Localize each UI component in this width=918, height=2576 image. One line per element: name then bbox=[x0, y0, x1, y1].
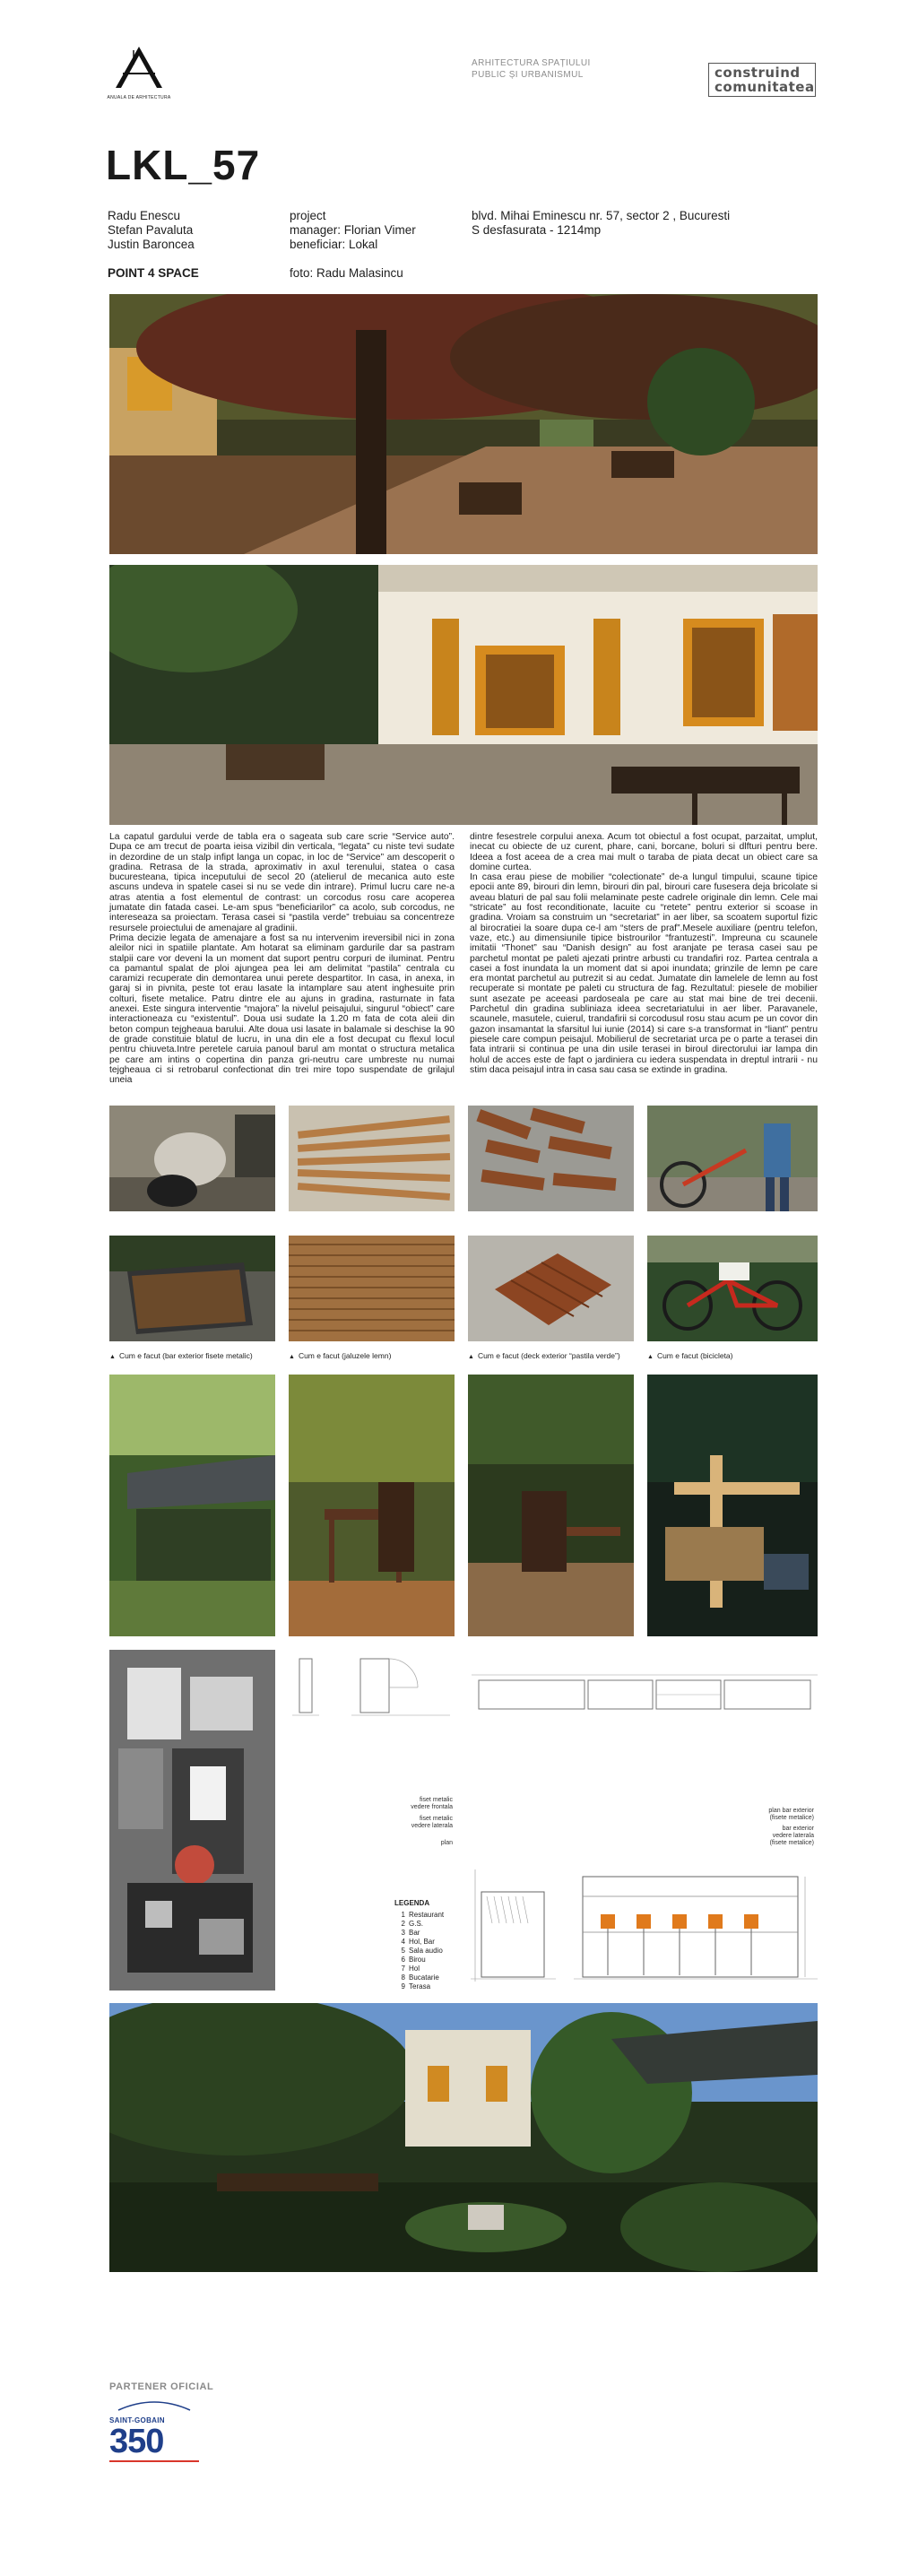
legend-label: Sala audio bbox=[409, 1947, 443, 1955]
construind-comunitatea-logo: construind comunitatea bbox=[708, 63, 816, 97]
process-photo-cabinet-bar bbox=[109, 1236, 275, 1341]
legend-title: LEGENDA bbox=[394, 1899, 430, 1907]
author: Stefan Pavaluta bbox=[108, 223, 194, 237]
category-line-2: PUBLIC ȘI URBANISMUL bbox=[472, 70, 584, 80]
legend-label: Hol, Bar bbox=[409, 1938, 435, 1946]
legend-label: Terasa bbox=[409, 1982, 431, 1991]
cabinet-elevation-front bbox=[292, 1654, 319, 1726]
photo-table-chairs bbox=[289, 1375, 455, 1636]
legend-item bbox=[394, 1965, 475, 1973]
logo-caption: ANUALA DE ARHITECTURA bbox=[107, 95, 171, 100]
paragraph: Prima decizie legata de amenajare a fost sa nu intervenim ireversibil nici in zona aleilor nici in spatiile plantate. Am hotarat sa eliminam gardurile dar sa pastram stalpii care vor deveni la un moment dat suport pentru corpuri de iluminat. Pentru ca pamantul spalat de ploi ajungea pea lei am delimitat “pastila” centrala cu caramizi recuperate din demontarea unui perete despartitor. In casa, in anexa, in garaj si in pivnita, peste tot erau lasate la intamplare sau atent inghesuite prin colturi, fisete metalice. Patru dintre ele au ajuns in gradina, rasturnate in fata anexei. Este singura interventie “majora” la nivelul peisajului, singurul “obiect” care interactioneaza cu “existentul”. Doua usi sudate la 1.20 m fata de cota aleii din beton compun tejgheaua barului. Alte doua usi lasate in balamale si deschise la 90 de grade constituie blatul de lucru, in una din ele a fost decupat cu flexul locul pentru chiuveta.Intre peretele caruia panoul barul am montat o structura metalica pe care am intins o copertina din panza gri-neutru care umbreste nu numai tejgheaua ci si retrobarul confectionat din trei mire topo suspendate de grilajul uneia bbox=[109, 932, 455, 1086]
photo-night-installation bbox=[647, 1375, 818, 1636]
bar-elevation-front bbox=[574, 1869, 818, 1986]
triangle-icon: ▲ bbox=[468, 1354, 474, 1360]
address-line: blvd. Mihai Eminescu nr. 57, sector 2 , Bucuresti bbox=[472, 209, 731, 222]
author: Justin Baroncea bbox=[108, 238, 195, 251]
cabinet-elevation-side bbox=[351, 1654, 450, 1726]
legend-label: G.S. bbox=[409, 1920, 424, 1928]
legend-number: 1 bbox=[401, 1911, 405, 1919]
saint-gobain-logo bbox=[109, 2399, 208, 2462]
legend-item bbox=[394, 1982, 475, 1991]
beneficiary-line: beneficiar: Lokal bbox=[290, 238, 378, 251]
legend-label: Hol bbox=[409, 1965, 420, 1973]
legend-label: Birou bbox=[409, 1956, 426, 1964]
page-title: LKL_57 bbox=[106, 142, 261, 188]
legend-number: 9 bbox=[401, 1982, 405, 1991]
process-photo-red-bicycle bbox=[647, 1236, 818, 1341]
category-line-1: ARHITECTURA SPAȚIULUI bbox=[472, 58, 591, 68]
label-bar-exterior-plan: plan bar exterior (fisete metalice) bbox=[768, 1808, 814, 1821]
project-label: project bbox=[290, 209, 326, 222]
label-side-view: fiset metalic vedere laterala bbox=[411, 1816, 453, 1829]
manager-line: manager: Florian Vimer bbox=[290, 223, 416, 237]
house-facade-photo bbox=[109, 565, 818, 825]
legend-number: 4 bbox=[401, 1938, 405, 1946]
legend-number: 6 bbox=[401, 1956, 405, 1964]
area-line: S desfasurata - 1214mp bbox=[472, 223, 602, 237]
photo-canopy-garden bbox=[109, 1375, 275, 1636]
legend-item bbox=[394, 1938, 475, 1947]
legend bbox=[394, 1899, 475, 1991]
legend-number: 2 bbox=[401, 1920, 405, 1928]
category-caption bbox=[472, 57, 591, 81]
caption-deck: ▲ Cum e facut (deck exterior “pastila verde”) bbox=[468, 1351, 620, 1360]
garden-photo-tree bbox=[109, 294, 818, 554]
legend-item bbox=[394, 1956, 475, 1965]
triangle-icon: ▲ bbox=[109, 1354, 116, 1360]
label-frontal-view: fiset metalic vedere frontala bbox=[411, 1797, 453, 1810]
partner-label: PARTENER OFICIAL bbox=[109, 2381, 214, 2392]
text-column-right bbox=[470, 832, 818, 1075]
legend-number: 8 bbox=[401, 1973, 405, 1982]
triangle-icon: ▲ bbox=[289, 1354, 295, 1360]
paragraph: dintre fesestrele corpului anexa. Acum tot obiectul a fost ocupat, parzaitat, umplut, inecat cu obiecte de uz curent, phare, cani, borcane, boluri si dlfturi pentru bere. Ideea a fost aceea de a crea mai mult o taraba de piata decat un obiect care sa domine curtea. bbox=[470, 832, 818, 872]
label-bar-side-view: bar exterior vedere laterala (fisete metalice) bbox=[769, 1826, 814, 1846]
process-photo-louvers bbox=[289, 1236, 455, 1341]
caption-bicycle: ▲ Cum e facut (bicicleta) bbox=[647, 1351, 733, 1360]
process-photo-bicycle-worker bbox=[647, 1106, 818, 1211]
legend-item bbox=[394, 1947, 475, 1956]
text-column-left bbox=[109, 832, 455, 1085]
process-photo-worker bbox=[109, 1106, 275, 1211]
author: Radu Enescu bbox=[108, 209, 181, 222]
legend-number: 5 bbox=[401, 1947, 405, 1955]
photo-credit: foto: Radu Malasincu bbox=[290, 266, 403, 280]
sg-name: SAINT-GOBAIN bbox=[109, 2416, 165, 2424]
anuala-logo bbox=[103, 43, 175, 100]
process-photo-wood-slats bbox=[289, 1106, 455, 1211]
caption-bar: ▲ Cum e facut (bar exterior fisete metalic) bbox=[109, 1351, 253, 1360]
sg-underline bbox=[109, 2460, 199, 2462]
paragraph: In casa erau piese de mobilier “colectionate” de-a lungul timpului, scaune tipice epocii ante 89, birouri din lemn, birouri din pal, birouri care fusesera deja bricolate si aveau blaturi de pal sau folii melaminate peste cadrele originale din lemn. Cele mai “stricate” au fost reconditionate, lacuite cu “retete” pentru exterior si scoase in gradina. Vroiam sa construim un “secretariat” in aer liber, sa scoatem suportul fizic al birocratiei la soare dupa ce-l am “sters de praf”.Mesele auxiliare (pentru telefon, vaze, etc.) au dimensiunile tipice bistrourilor “frantuzesti”. Impreuna cu scaunele imitatii “Thonet” sau “Danish design” au fost aranjate pe terasa casei sau pe parchetul montat pe paleti ajezati printre arbusti cu trandafiri roz. Partea centrala a casei a fost inundata la un moment dat si apoi inundata; grinzile de lemn pe care era montat parchetul au putrezit si au cedat. Jumatate din lamelele de lemn au fost recuperate si montate pe paleti cu structura de fag. Rezultatul: piesele de mobilier sunt asezate pe aceeasi pardoseala pe care au stat mai bine de trei decenii. Parchetul din gradina subliniaza ideea secretariatului in aer liber. Paravanele, scaunele, masutele, cuierul, trandafirii si corcodusul rosu stau acum pe un covor din gazon insamantat la sfarsitul lui iunie (2014) si care s-a transformat in “liant” pentru piesele care compun peisajul. Mobilierul de secretariat urca pe o parte a terasei din fata intrarii si continua pe una din usile terasei in biroul directorului iar lampa din holul de acces este de fapt o jardiniera cu iedera suspendata in dreptul intrarii - nu stim daca peisajul intra in casa sau casa se extinde in gradina. bbox=[470, 872, 818, 1075]
location-block bbox=[472, 209, 730, 238]
legend-label: Restaurant bbox=[409, 1911, 445, 1919]
paragraph: La capatul gardului verde de tabla era o sageata sub care scrie “Service auto”. Dupa ce am trecut de poarta ieisa vizibil din verticala, “legata” cu niste tevi sudate in dezordine de un stalp infipt langa un copac, in loc de “Service” am descoperit o gradina. Retrasa de la strada, aproximativ in axul terenului, statea o casa bucuresteana, tipica inceputului de secol 20 (atelierul de mecanica auto este ascuns undeva in spatele casei si nu se vede din intrare). Primul lucru care ne-a atras atentia a fost elementul de contrast: un corcodus rosu care acoperea jumatate din fatada casei. Le-am spus “beneficiarilor” ca acolo, sub corcodus, ne intereseaza sa proiectam. Terasa casei si “pastila verde” trebuiau sa concentreze resursele proiectului de amenajare al gradinii. bbox=[109, 832, 455, 933]
aerial-site-plan bbox=[109, 1650, 275, 1991]
triangle-icon: ▲ bbox=[647, 1354, 654, 1360]
project-block bbox=[290, 209, 416, 252]
process-photo-deck bbox=[468, 1236, 634, 1341]
bar-plan-drawing bbox=[472, 1668, 818, 1722]
legend-number: 3 bbox=[401, 1929, 405, 1937]
legend-item bbox=[394, 1920, 475, 1929]
label-plan: plan bbox=[440, 1840, 453, 1846]
bar-elevation-side bbox=[471, 1869, 556, 1986]
garden-photo-wide bbox=[109, 2003, 818, 2272]
legend-number: 7 bbox=[401, 1965, 405, 1973]
legend-label: Bar bbox=[409, 1929, 420, 1937]
process-photo-wood-pieces bbox=[468, 1106, 634, 1211]
sg-arc-icon bbox=[109, 2399, 199, 2412]
caption-louvers: ▲ Cum e facut (jaluzele lemn) bbox=[289, 1351, 392, 1360]
photo-chair-deck bbox=[468, 1375, 634, 1636]
legend-list bbox=[394, 1911, 475, 1991]
sg-anniversary: 350 bbox=[109, 2423, 164, 2460]
legend-item bbox=[394, 1911, 475, 1920]
legend-label: Bucatarie bbox=[409, 1973, 439, 1982]
authors-block bbox=[108, 209, 195, 252]
studio-name: POINT 4 SPACE bbox=[108, 266, 199, 280]
legend-item bbox=[394, 1929, 475, 1938]
legend-item bbox=[394, 1973, 475, 1982]
